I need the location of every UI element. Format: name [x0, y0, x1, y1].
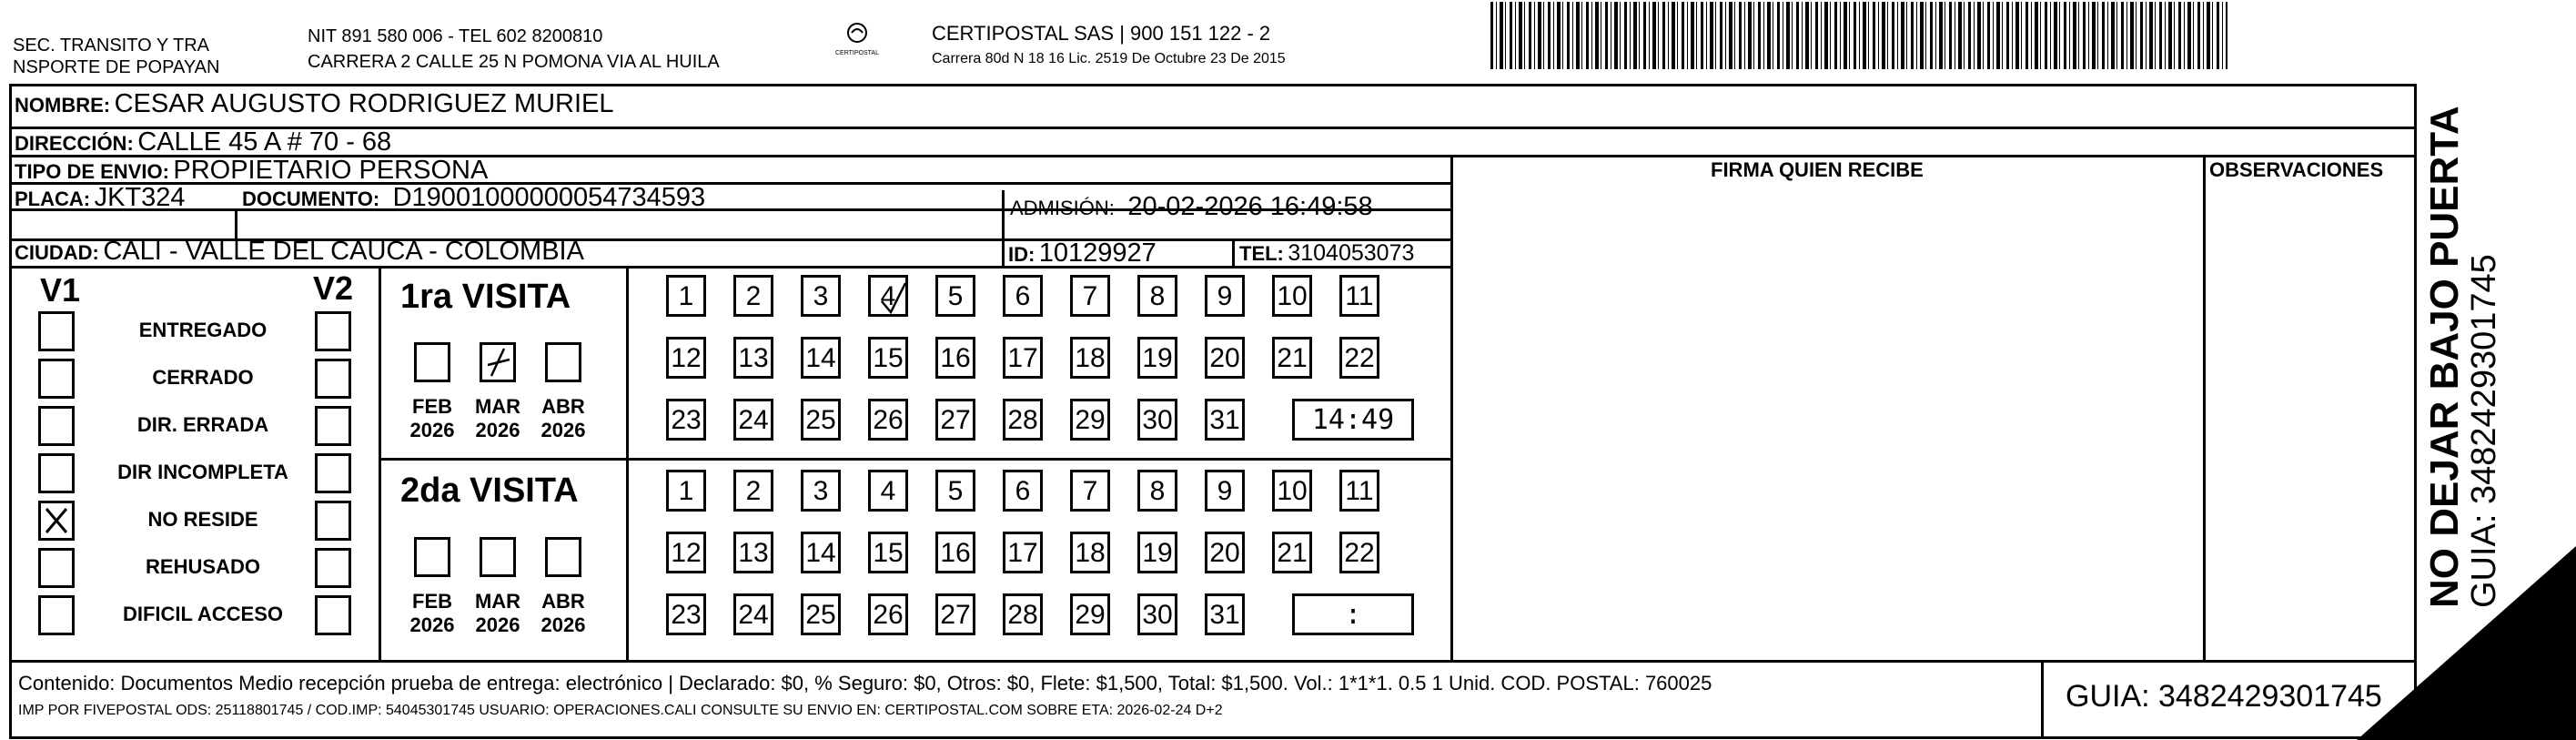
certipostal-logo [823, 22, 892, 64]
day-box[interactable]: 8 [1137, 470, 1177, 512]
v2-checkbox[interactable] [315, 311, 351, 351]
month-checkbox[interactable] [480, 342, 516, 382]
day-box[interactable]: 30 [1137, 399, 1177, 441]
tel-value: 3104053073 [1288, 240, 1415, 266]
id-value: 10129927 [1038, 238, 1157, 268]
day-box[interactable]: 26 [868, 593, 908, 635]
day-box[interactable]: 2 [733, 275, 773, 317]
nombre-value: CESAR AUGUSTO RODRIGUEZ MURIEL [114, 89, 614, 118]
day-box[interactable]: 5 [935, 275, 975, 317]
status-label: REHUSADO [146, 555, 260, 578]
day-box[interactable]: 7 [1070, 470, 1110, 512]
v2-checkbox[interactable] [315, 359, 351, 399]
observaciones-label: OBSERVACIONES [2209, 158, 2384, 181]
x-mark-icon [41, 503, 72, 538]
sender-details [308, 25, 720, 73]
day-box[interactable]: 22 [1339, 532, 1379, 573]
day-box[interactable]: 28 [1003, 593, 1043, 635]
day-box[interactable]: 2 [733, 470, 773, 512]
tel-cell [1239, 240, 1414, 267]
status-label: ENTREGADO [138, 319, 268, 341]
nit-line: NIT 891 580 006 - TEL 602 8200810 [308, 26, 603, 46]
v1-checkbox[interactable] [38, 501, 75, 541]
day-box[interactable]: 27 [935, 399, 975, 441]
day-box[interactable]: 4 [868, 275, 908, 317]
day-box[interactable]: 9 [1205, 470, 1245, 512]
month-label: ABR 2026 [540, 395, 586, 441]
month-checkbox[interactable] [414, 342, 450, 382]
day-box[interactable]: 21 [1272, 532, 1312, 573]
day-box[interactable]: 17 [1003, 532, 1043, 573]
day-box[interactable]: 18 [1070, 532, 1110, 573]
day-box[interactable]: 22 [1339, 337, 1379, 379]
status-label: DIFICIL ACCESO [122, 603, 283, 625]
month-label: MAR 2026 [474, 395, 521, 441]
id-cell [1008, 238, 1157, 269]
placa-label: PLACA: [15, 188, 91, 210]
month-label: FEB 2026 [409, 590, 455, 636]
direccion-label: DIRECCIÓN: [15, 132, 134, 155]
month-checkbox[interactable] [480, 537, 516, 577]
ciudad-label: CIUDAD: [15, 241, 99, 264]
v2-checkbox[interactable] [315, 548, 351, 588]
tel-label: TEL: [1239, 242, 1284, 265]
v1-checkbox[interactable] [38, 548, 75, 588]
day-box[interactable]: 19 [1137, 337, 1177, 379]
documento-value: D19001000000054734593 [392, 183, 706, 212]
logo-icon [839, 22, 875, 46]
day-box[interactable]: 8 [1137, 275, 1177, 317]
status-label: DIR INCOMPLETA [117, 461, 288, 483]
day-box[interactable]: 7 [1070, 275, 1110, 317]
admision-label: ADMISIÓN: [1010, 197, 1115, 219]
ciudad-value: CALI - VALLE DEL CAUCA - COLOMBIA [103, 237, 584, 266]
id-label: ID: [1008, 243, 1035, 266]
sender-name [13, 35, 219, 78]
status-label: DIR. ERRADA [136, 413, 269, 436]
day-box[interactable]: 11 [1339, 275, 1379, 317]
day-box[interactable]: 13 [733, 532, 773, 573]
documento-label: DOCUMENTO: [242, 188, 380, 210]
day-box[interactable]: 16 [935, 532, 975, 573]
company-info [932, 22, 1286, 67]
day-box[interactable]: 20 [1205, 337, 1245, 379]
v1-checkbox[interactable] [38, 453, 75, 493]
day-box[interactable]: 6 [1003, 470, 1043, 512]
corner-shape [2357, 546, 2576, 740]
tipo-label: TIPO DE ENVIO: [15, 160, 169, 183]
tipo-row [15, 156, 488, 186]
day-box[interactable]: 21 [1272, 337, 1312, 379]
address-line: CARRERA 2 CALLE 25 N POMONA VIA AL HUILA [308, 52, 720, 72]
month-checkbox[interactable] [545, 342, 581, 382]
day-box[interactable]: 10 [1272, 275, 1312, 317]
day-box[interactable]: 13 [733, 337, 773, 379]
ciudad-cell [15, 237, 584, 267]
month-checkbox[interactable] [414, 537, 450, 577]
nombre-row [15, 89, 614, 119]
month-label: FEB 2026 [409, 395, 455, 441]
day-box[interactable]: 10 [1272, 470, 1312, 512]
v2-label: V2 [313, 269, 354, 307]
day-box[interactable]: 29 [1070, 399, 1110, 441]
day-box[interactable]: 19 [1137, 532, 1177, 573]
day-box[interactable]: 29 [1070, 593, 1110, 635]
sender-line-2: NSPORTE DE POPAYAN [13, 57, 220, 77]
status-label: CERRADO [152, 366, 254, 389]
month-label: ABR 2026 [540, 590, 586, 636]
day-box[interactable]: 17 [1003, 337, 1043, 379]
admision-value: 20-02-2026 16:49:58 [1127, 192, 1373, 221]
direccion-value: CALLE 45 A # 70 - 68 [137, 127, 392, 157]
visit-2-title: 2da VISITA [400, 471, 579, 510]
placa-cell [15, 183, 186, 213]
day-box[interactable]: 4 [868, 470, 908, 512]
v2-checkbox[interactable] [315, 453, 351, 493]
day-box[interactable]: 25 [801, 399, 841, 441]
placa-value: JKT324 [94, 183, 186, 212]
day-box[interactable]: 11 [1339, 470, 1379, 512]
day-box[interactable]: 18 [1070, 337, 1110, 379]
v2-checkbox[interactable] [315, 595, 351, 635]
day-box[interactable]: 31 [1205, 399, 1245, 441]
tipo-value: PROPIETARIO PERSONA [173, 156, 489, 185]
day-box[interactable]: 1 [666, 275, 706, 317]
side-guia: GUIA: 3482429301745 [2465, 254, 2503, 608]
company-address: Carrera 80d N 18 16 Lic. 2519 De Octubre 23 De 2015 [932, 51, 1286, 66]
admision-cell [1010, 192, 1373, 222]
check-mark-icon [482, 345, 513, 380]
visit-1-title: 1ra VISITA [400, 278, 571, 316]
day-box[interactable]: 23 [666, 593, 706, 635]
day-box[interactable]: 6 [1003, 275, 1043, 317]
day-box[interactable]: 1 [666, 470, 706, 512]
day-box[interactable]: 26 [868, 399, 908, 441]
day-box[interactable]: 3 [801, 470, 841, 512]
day-box[interactable]: 30 [1137, 593, 1177, 635]
month-checkbox[interactable] [545, 537, 581, 577]
imp-line: IMP POR FIVEPOSTAL ODS: 25118801745 / COD.IMP: 54045301745 USUARIO: OPERACIONES.CALI CONSULTE SU ENVIO EN: CERTIPOSTAL.COM SOBRE ETA: 2026-02-24 D+2 [18, 703, 1223, 718]
day-box[interactable]: 24 [733, 399, 773, 441]
month-label: MAR 2026 [474, 590, 521, 636]
v1-checkbox[interactable] [38, 359, 75, 399]
v1-checkbox[interactable] [38, 406, 75, 446]
day-box[interactable]: 12 [666, 337, 706, 379]
day-box[interactable]: 24 [733, 593, 773, 635]
day-box[interactable]: 16 [935, 337, 975, 379]
tick-icon [878, 279, 909, 316]
contenido-line: Contenido: Documentos Medio recepción prueba de entrega: electrónico | Declarado: $0, % Seguro: $0, Otros: $0, Flete: $1,500, Total: $1,500. Vol.: 1*1*1. 0.5 1 Unid. COD. POSTAL: 760025 [18, 672, 1712, 694]
day-box[interactable]: 14 [801, 532, 841, 573]
barcode [1490, 2, 2227, 69]
time-box[interactable]: 14:49 [1292, 399, 1414, 441]
day-box[interactable]: 15 [868, 532, 908, 573]
footer-guia: GUIA: 3482429301745 [2066, 679, 2382, 714]
v2-checkbox[interactable] [315, 501, 351, 541]
day-box[interactable]: 12 [666, 532, 706, 573]
firma-label: FIRMA QUIEN RECIBE [1711, 158, 1924, 181]
day-box[interactable]: 15 [868, 337, 908, 379]
v1-checkbox[interactable] [38, 311, 75, 351]
day-box[interactable]: 20 [1205, 532, 1245, 573]
direccion-row [15, 127, 391, 157]
sender-line-1: SEC. TRANSITO Y TRA [13, 35, 209, 56]
day-box[interactable]: 31 [1205, 593, 1245, 635]
documento-cell [242, 183, 705, 213]
logo-text: CERTIPOSTAL [835, 50, 879, 56]
day-box[interactable]: 5 [935, 470, 975, 512]
v1-checkbox[interactable] [38, 595, 75, 635]
day-box[interactable]: 25 [801, 593, 841, 635]
day-box[interactable]: 27 [935, 593, 975, 635]
time-box[interactable]: : [1292, 593, 1414, 635]
day-box[interactable]: 28 [1003, 399, 1043, 441]
day-box[interactable]: 14 [801, 337, 841, 379]
nombre-label: NOMBRE: [15, 94, 111, 117]
day-box[interactable]: 9 [1205, 275, 1245, 317]
side-warning: NO DEJAR BAJO PUERTA [2422, 106, 2467, 608]
v1-label: V1 [40, 271, 81, 309]
company-line: CERTIPOSTAL SAS | 900 151 122 - 2 [932, 22, 1271, 45]
v2-checkbox[interactable] [315, 406, 351, 446]
day-box[interactable]: 23 [666, 399, 706, 441]
day-box[interactable]: 3 [801, 275, 841, 317]
status-label: NO RESIDE [147, 508, 258, 531]
side-text [2424, 106, 2502, 608]
